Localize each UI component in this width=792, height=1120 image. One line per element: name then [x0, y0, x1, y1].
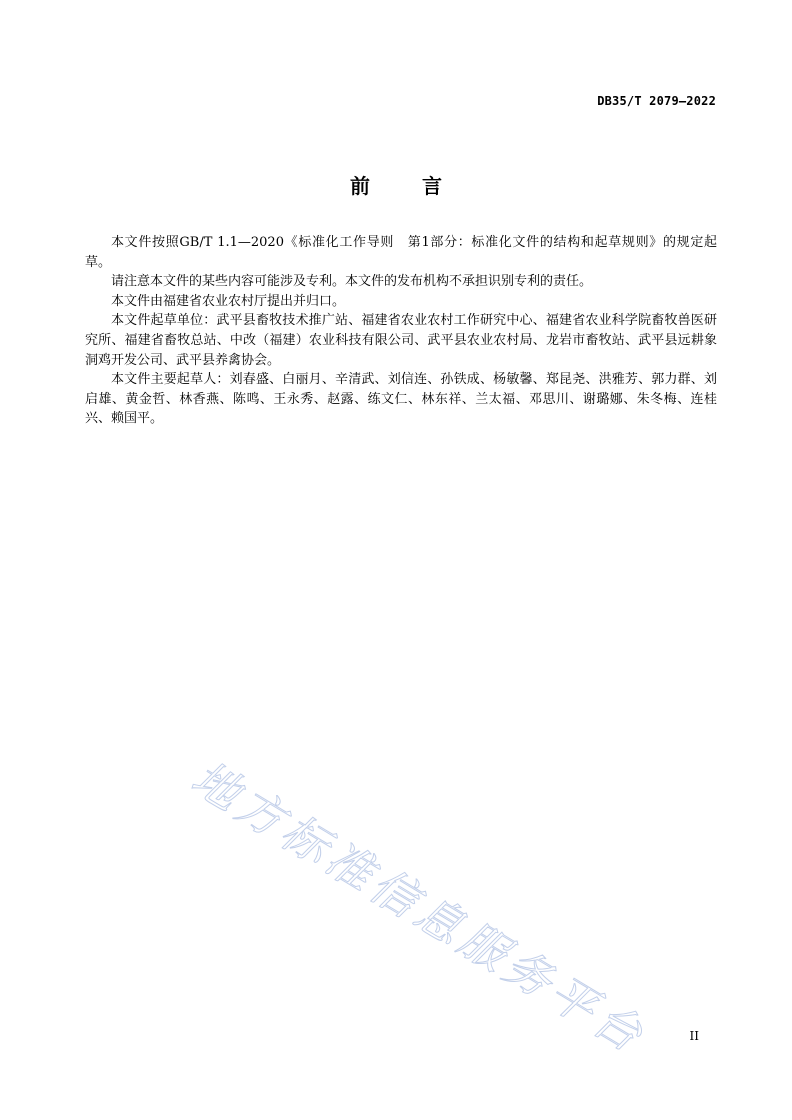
paragraph-drafters: 本文件主要起草人：刘春盛、白丽月、辛清武、刘信连、孙铁成、杨敏馨、郑昆尧、洪雅芳、郭力群、刘启雄、黄金哲、林香燕、陈鸣、王永秀、赵露、练文仁、林东祥、兰太福、邓思川、谢璐娜、朱冬梅、连桂兴、赖国平。	[85, 372, 717, 427]
title-char-1: 前	[350, 174, 370, 198]
document-body	[85, 233, 717, 429]
title-char-2: 言	[422, 174, 442, 198]
paragraph-patent-notice: 请注意本文件的某些内容可能涉及专利。本文件的发布机构不承担识别专利的责任。	[111, 274, 593, 290]
paragraph-proposer: 本文件由福建省农业农村厅提出并归口。	[111, 293, 346, 309]
page-title	[0, 170, 792, 199]
paragraph-drafting-units: 本文件起草单位：武平县畜牧技术推广站、福建省农业农村工作研究中心、福建省农业科学院畜牧兽医研究所、福建省畜牧总站、中改（福建）农业科技有限公司、武平县农业农村局、龙岩市畜牧站、武平县远耕象洞鸡开发公司、武平县养禽协会。	[85, 313, 717, 368]
page-number: II	[689, 1029, 699, 1043]
document-code: DB35/T 2079—2022	[597, 94, 716, 108]
paragraph-drafting-rules: 本文件按照GB/T 1.1—2020《标准化工作导则 第1部分：标准化文件的结构和起草规则》的规定起草。	[85, 235, 717, 270]
watermark: 地方标准信息服务平台	[182, 750, 657, 1065]
